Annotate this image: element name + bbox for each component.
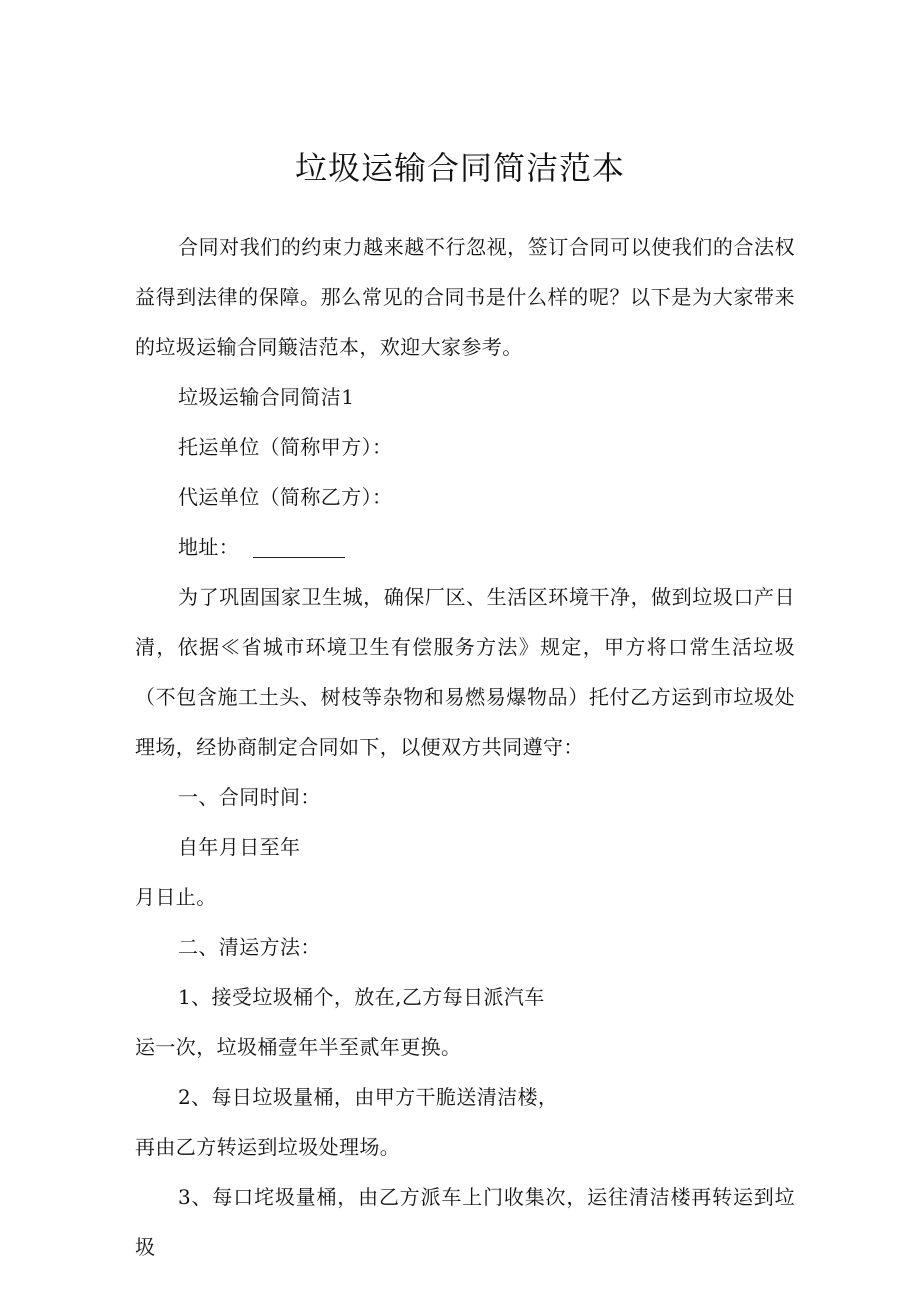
purpose-paragraph: 为了巩固国家卫生城，确保厂区、生活区环境干净，做到垃圾口产日清，依据≪省城市环境卫生有偿服务方法》规定，甲方将口常生活垃圾（不包含施工土头、树枝等杂物和易燃易爆物品）托付乙方运到市垃圾处理场，经协商制定合同如下，以便双方共同遵守： — [135, 585, 795, 759]
consignor-line: 托运单位（简称甲方）： — [178, 435, 393, 459]
term-end-line: 月日止。 — [135, 885, 217, 909]
section-2-heading: 二、清运方法： — [178, 935, 321, 959]
address-line — [135, 522, 795, 572]
clause-1-line-2: 运一次，垃圾桶壹年半至贰年更换。 — [135, 1035, 462, 1059]
address-label: 地址： — [178, 535, 240, 559]
clause-1-line-1: 1、接受垃圾桶个，放在,乙方每日派汽车 — [178, 985, 545, 1009]
term-start-line: 自年月日至年 — [178, 835, 301, 859]
address-blank — [253, 533, 345, 558]
section-1-heading: 一、合同时间： — [178, 785, 321, 809]
contract-heading: 垃圾运输合同简洁1 — [178, 385, 355, 409]
document-title: 垃圾运输合同简洁范本 — [294, 149, 625, 187]
carrier-line: 代运单位（简称乙方）： — [178, 485, 393, 509]
clause-3-line-1: 3、每口垞圾量桶，由乙方派车上门收集次，运往清洁楼再转运到垃圾 — [135, 1185, 795, 1259]
clause-2-line-2: 再由乙方转运到垃圾处理场。 — [135, 1135, 401, 1159]
document-body — [135, 222, 795, 1272]
intro-paragraph: 合同对我们的约束力越来越不行忽视，签订合同可以使我们的合法权益得到法律的保障。那么常见的合同书是什么样的呢？以下是为大家带来的垃圾运输合同簸洁范本，欢迎大家参考。 — [135, 235, 795, 359]
clause-2-line-1: 2、每日垃圾量桶，由甲方干脆送清洁楼， — [178, 1085, 559, 1109]
